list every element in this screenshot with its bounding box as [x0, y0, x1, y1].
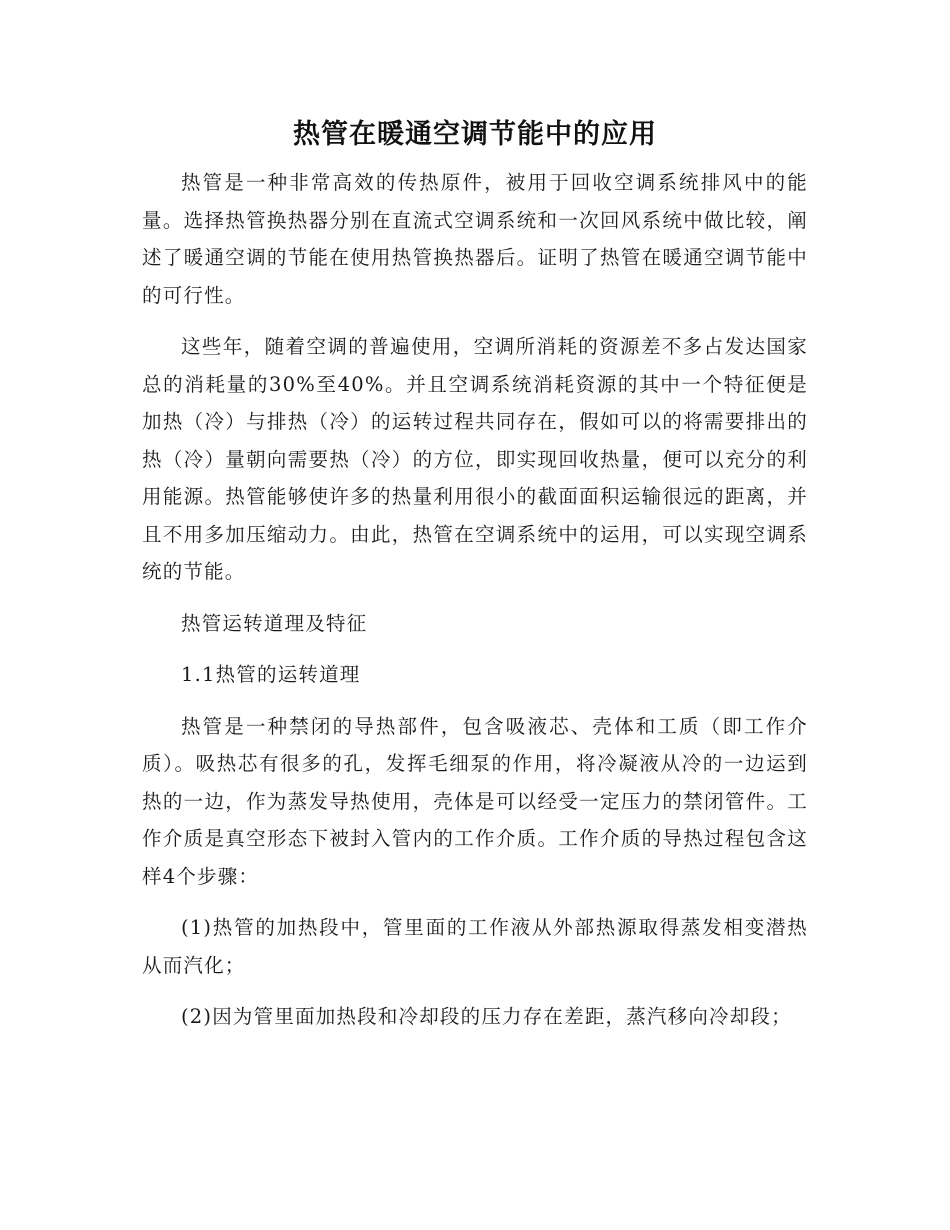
- paragraph-step-2: (2)因为管里面加热段和冷却段的压力存在差距，蒸汽移向冷却段；: [181, 1005, 792, 1028]
- paragraph-abstract: 热管是一种非常高效的传热原件，被用于回收空调系统排风中的能量。选择热管换热器分别在直流式空调系统和一次回风系统中做比较，阐述了暖通空调的节能在使用热管换热器后。证明了热管在暖通空调节能中的可行性。: [142, 171, 808, 307]
- section-heading: 热管运转道理及特征: [181, 611, 368, 635]
- subsection-heading: 1.1热管的运转道理: [181, 663, 361, 686]
- paragraph-principle: 热管是一种禁闭的导热部件，包含吸液芯、壳体和工质（即工作介质）。吸热芯有很多的孔，发挥毛细泵的作用，将冷凝液从冷的一边运到热的一边，作为蒸发导热使用，壳体是可以经受一定压力的禁闭管件。工作介质是真空形态下被封入管内的工作介质。工作介质的导热过程包含这样4个步骤：: [142, 714, 808, 888]
- document-body: [142, 164, 808, 1050]
- paragraph-introduction: 这些年，随着空调的普遍使用，空调所消耗的资源差不多占发达国家总的消耗量的30%至40%。并且空调系统消耗资源的其中一个特征便是加热（冷）与排热（冷）的运转过程共同存在，假如可以的将需要排出的热（冷）量朝向需要热（冷）的方位，即实现回收热量，便可以充分的利用能源。热管能够使许多的热量利用很小的截面面积运输很远的距离，并且不用多加压缩动力。由此，热管在空调系统中的运用，可以实现空调系统的节能。: [142, 335, 808, 583]
- paragraph-step-1: (1)热管的加热段中，管里面的工作液从外部热源取得蒸发相变潜热从而汽化；: [142, 916, 808, 977]
- document-title: 热管在暖通空调节能中的应用: [293, 119, 657, 150]
